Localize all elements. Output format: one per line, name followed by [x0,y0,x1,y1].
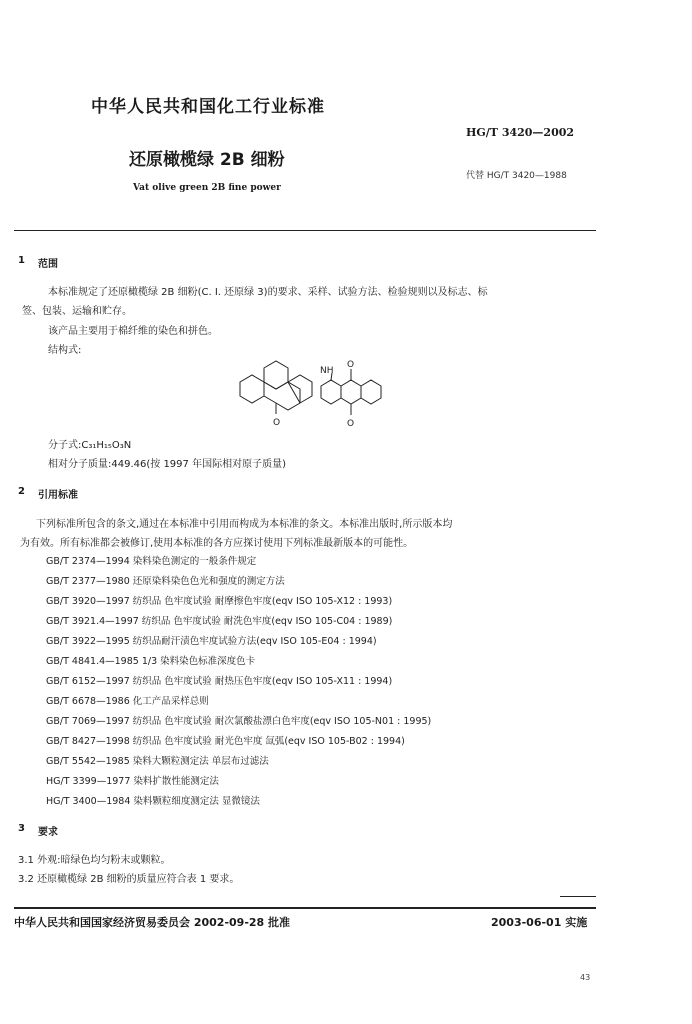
section-2-number: 2 [18,486,25,497]
section-1-number: 1 [18,255,25,266]
scope-paragraph-line2: 签、包装、运输和贮存。 [22,306,132,317]
molecular-mass: 相对分子质量:449.46(按 1997 年国际相对原子质量) [48,459,286,470]
section-1-heading: 范围 [38,259,58,270]
industry-standard-title: 中华人民共和国化工行业标准 [91,97,325,117]
molecular-formula: 分子式:C₃₁H₁₅O₃N [48,440,132,451]
footer-rule [14,907,596,909]
reference-item: GB/T 4841.4—1985 1/3 染料染色标准深度色卡 [46,656,256,667]
document-title: 还原橄榄绿 2B 细粉 [129,150,285,170]
reference-item: GB/T 3922—1995 纺织品耐汗渍色牢度试验方法(eqv ISO 105-E04 : 1994) [46,636,377,647]
right-bottom-oxygen-label: O [347,419,355,429]
english-title: Vat olive green 2B fine power [133,183,281,193]
structure-label: 结构式: [48,345,82,356]
usage-paragraph: 该产品主要用于棉纤维的染色和拼色。 [48,326,218,337]
reference-item: GB/T 2374—1994 染料染色测定的一般条件规定 [46,556,257,567]
reference-item: GB/T 5542—1985 染料大颗粒测定法 单层布过滤法 [46,756,269,767]
issuer-approval: 中华人民共和国国家经济贸易委员会 2002-09-28 批准 [14,916,291,929]
reference-item: GB/T 3921.4—1997 纺织品 色牢度试验 耐洗色牢度(eqv ISO 105-C04 : 1989) [46,616,393,627]
reference-item: HG/T 3400—1984 染料颗粒细度测定法 显微镜法 [46,796,260,807]
structural-formula [226,358,396,432]
reference-item: GB/T 3920—1997 纺织品 色牢度试验 耐摩擦色牢度(eqv ISO 105-X12 : 1993) [46,596,393,607]
section-3-heading: 要求 [38,827,58,838]
reference-item: GB/T 6152—1997 纺织品 色牢度试验 耐热压色牢度(eqv ISO 105-X11 : 1994) [46,676,393,687]
page-number: 43 [580,973,591,982]
reference-item: HG/T 3399—1977 染料扩散性能测定法 [46,776,219,787]
reference-item: GB/T 7069—1997 纺织品 色牢度试验 耐次氯酸盐漂白色牢度(eqv ISO 105-N01 : 1995) [46,716,432,727]
replaces-standard: 代替 HG/T 3420—1988 [466,171,567,181]
reference-item: GB/T 6678—1986 化工产品采样总则 [46,696,209,707]
reference-item: GB/T 8427—1998 纺织品 色牢度试验 耐光色牢度 氙弧(eqv ISO 105-B02 : 1994) [46,736,405,747]
left-oxygen-label: O [273,418,281,428]
standard-number: HG/T 3420—2002 [466,126,575,139]
nh-label: NH [320,366,334,376]
scope-paragraph-line1: 本标准规定了还原橄榄绿 2B 细粉(C. I. 还原绿 3)的要求、采样、试验方法、检验规则以及标志、标 [48,287,488,298]
section-3-number: 3 [18,823,25,834]
requirement-item: 3.1 外观:暗绿色均匀粉末或颗粒。 [18,855,171,866]
reference-item: GB/T 2377—1980 还原染料染色色光和强度的测定方法 [46,576,285,587]
requirement-item: 3.2 还原橄榄绿 2B 细粉的质量应符合表 1 要求。 [18,874,240,885]
section-2-heading: 引用标准 [38,490,78,501]
effective-date: 2003-06-01 实施 [491,916,588,929]
header-rule [14,230,596,231]
references-intro-line2: 为有效。所有标准都会被修订,使用本标准的各方应探讨使用下列标准最新版本的可能性。 [20,538,414,549]
short-rule [560,896,596,897]
right-top-oxygen-label: O [347,360,355,370]
references-intro-line1: 下列标准所包含的条文,通过在本标准中引用而构成为本标准的条文。本标准出版时,所示版本均 [36,519,453,530]
